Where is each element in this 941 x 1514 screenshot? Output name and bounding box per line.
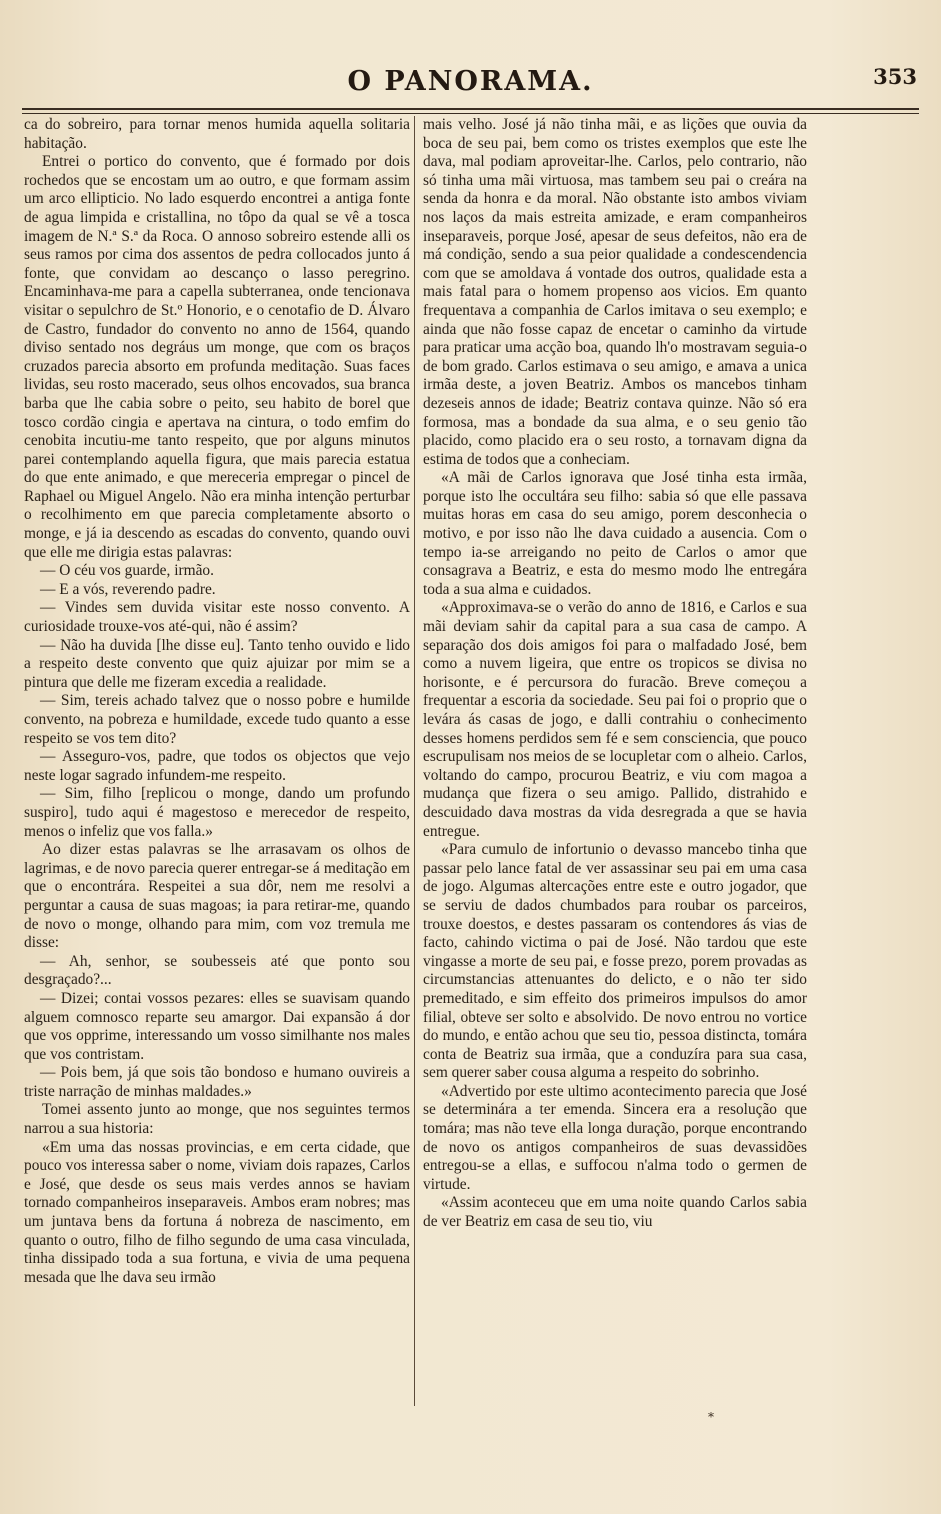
paragraph: «Assim aconteceu que em uma noite quando Carlos sabia de ver Beatriz em casa de seu tio, viu xyxy=(423,1194,807,1231)
paragraph: Tomei assento junto ao monge, que nos seguintes termos narrou a sua historia: xyxy=(24,1101,410,1138)
paragraph: «Para cumulo de infortunio o devasso mancebo tinha que passar pelo lance fatal de ver assassinar seu pai em uma casa de jogo. Algumas altercações entre este e outro jogador, que se serviu de dados chumbados para roubar os parceiros, trouxe doestos, e destes passaram os contendores ás vias de facto, cahindo victima o pai de José. Não tardou que este vingasse a morte de seu pai, e fosse prezo, porem provadas as circumstancias attenuantes do delicto, e o não ter sido premeditado, e sim effeito dos primeiros impulsos do amor filial, obteve ser solto e absolvido. De novo entrou no vortice do mundo, e então achou que seu tio, pessoa distincta, tomára conta de Beatriz sua irmãa, que a conduzíra para sua casa, sem querer saber cousa alguma a respeito do sobrinho. xyxy=(423,841,807,1082)
paragraph: «A mãi de Carlos ignorava que José tinha esta irmãa, porque isto lhe occultára seu filho: sabia só que elle passava muitas horas em casa do seu amigo, porem desconhecia o motivo, e por isso não lhe dava cuidado a ausencia. Com o tempo ia-se arreigando no peito de Carlos o amor que consagrava a Beatriz, e esta do mesmo modo lhe entregára toda a sua alma e cuidados. xyxy=(423,469,807,598)
paragraph: Entrei o portico do convento, que é formado por dois rochedos que se encostam um ao outro, e que formam assim um arco ellipticio. No lado esquerdo encontrei a antiga fonte de agua limpida e cristallina, no tôpo da qual se vê a tosca imagem de N.ª S.ª da Roca. O annoso sobreiro estende alli os seus ramos por cima dos assentos de pedra collocados junto á fonte, que convidam ao descanço o lasso peregrino. Encaminhava-me para a capella subterranea, onde tencionava visitar o sepulchro de St.º Honorio, e o cenotafio de D. Álvaro de Castro, fundador do convento no anno de 1564, quando diviso sentado nos degráus um monge, que com os braços cruzados parecia absorto em profunda meditação. Suas faces lividas, seu rosto macerado, seus olhos encovados, sua branca barba que lhe cabia sobre o peito, seu habito de borel que tosco cordão cingia e apertava na cintura, o todo emfim do cenobita incutiu-me tanto respeito, que por alguns minutos parei contemplando aquella figura, que mais parecia estatua do que ente animado, e que mereceria empregar o pincel de Raphael ou Miguel Angelo. Não era minha intenção perturbar o recolhimento em que parecia completamente absorto o monge, e já ia descendo as escadas do convento, quando ouvi que elle me dirigia estas palavras: xyxy=(24,153,410,561)
dialogue-line: — Não ha duvida [lhe disse eu]. Tanto tenho ouvido e lido a respeito deste convento que quiz ajuizar por mim se a pintura que delle me fizeram excedia a realidade. xyxy=(24,636,410,691)
paragraph: Ao dizer estas palavras se lhe arrasavam os olhos de lagrimas, e de novo parecia querer entregar-se á meditação em que o encontrára. Respeitei a sua dôr, nem me resolvi a perguntar a causa de suas magoas; ia para retirar-me, quando de novo o monge, olhando para mim, com voz tremula me disse: xyxy=(24,841,410,952)
paragraph: «Approximava-se o verão do anno de 1816, e Carlos e sua mãi deviam sahir da capital para a sua casa de campo. A separação dos dois amigos foi para o malfadado José, bem como a nuvem ligeira, que entre os tropicos se divisa no horisonte, e é percursora do furacão. Breve começou a frequentar a escoria da sociedade. Seu pai foi o proprio que o levára ás casas de jogo, e dalli contrahiu o conhecimento desses homens perdidos sem fé e sem consciencia, que pouco escrupulisam nos meios de se locupletar com o alheio. Carlos, voltando do campo, procurou Beatriz, e viu com magoa a mudança que fizera o seu amigo. Pallido, distrahido e descuidado dava mostras da vida desregrada a que se havia entregue. xyxy=(423,599,807,840)
dialogue-line: — O céu vos guarde, irmão. xyxy=(40,562,214,580)
paragraph: mais velho. José já não tinha mãi, e as lições que ouvia da boca de seu pai, bem como os tristes exemplos que este lhe dava, mal podiam aproveitar-lhe. Carlos, pelo contrario, não só tinha uma mãi virtuosa, mas tambem seu pai o creára na senda da honra e da moral. Não obstante isto ambos viviam nos laços da mais estreita amizade, e eram companheiros inseparaveis, porque José, apesar de seus defeitos, não era de má condição, sendo a sua peior qualidade a condescendencia com que se amoldava á vontade dos outros, qualidade esta a mais fatal para o homem propenso aos vicios. Em quanto frequentava a companhia de Carlos imitava o seu exemplo; e ainda que não fosse capaz de encetar o caminho da virtude para praticar uma acção boa, quando lh'o mostravam seguia-o de bom grado. Carlos estimava o seu amigo, e amava a unica irmãa deste, a joven Beatriz. Ambos os mancebos tinham dezeseis annos de idade; Beatriz contava quinze. Não só era formosa, mas a bondade da sua alma, e o seu genio tão placido, como placido era o seu rosto, a tornavam digna da estima de todos que a conheciam. xyxy=(423,116,807,468)
dialogue-line: — Dizei; contai vossos pezares: elles se suavisam quando alguem comnosco reparte seu amargor. Dai expansão á dor que vos opprime, interessando um vosso similhante nos males que vos contristam. xyxy=(24,989,410,1063)
paragraph: «Em uma das nossas provincias, e em certa cidade, que pouco vos interessa saber o nome, viviam dois rapazes, Carlos e José, que desde os seus mais verdes annos se haviam tornado companheiros inseparaveis. Ambos eram nobres; mas um juntava bens da fortuna á nobreza de nascimento, em quanto o outro, filho de filho segundo de uma casa vinculada, tinha dissipado toda a sua fortuna, e vivia de uma pequena mesada que lhe dava seu irmão xyxy=(24,1138,410,1286)
page-number: 353 xyxy=(873,64,917,89)
paragraph: «Advertido por este ultimo acontecimento parecia que José se determinára a ter emenda. Sincera era a resolução que tomára; mas não teve ella longa duração, porque encontrando de novo os antigos companheiros de suas devassidões entregou-se a ellas, e suffocou n'alma todo o germen de virtude. xyxy=(423,1082,807,1193)
dialogue-line: — E a vós, reverendo padre. xyxy=(40,580,216,598)
paragraph: ca do sobreiro, para tornar menos humida aquella solitaria habitação. xyxy=(24,116,410,152)
dialogue-line: — Pois bem, já que sois tão bondoso e humano ouvireis a triste narração de minhas maldades.» xyxy=(24,1064,410,1100)
left-column xyxy=(24,116,410,1287)
page-header xyxy=(22,58,919,108)
column-divider xyxy=(414,116,415,1406)
right-column xyxy=(423,116,807,1232)
dialogue-line: — Vindes sem duvida visitar este nosso convento. A curiosidade trouxe-vos até-qui, não é assim? xyxy=(24,599,410,636)
dialogue-line: — Ah, senhor, se soubesseis até que ponto sou desgraçado?... xyxy=(24,952,410,989)
publication-title: O PANORAMA. xyxy=(347,66,594,97)
dialogue-line: — Sim, tereis achado talvez que o nosso pobre e humilde convento, na pobreza e humildade, excede tudo quanto a esse respeito se vos tem dito? xyxy=(24,692,410,747)
dialogue-line: — Asseguro-vos, padre, que todos os objectos que vejo neste logar sagrado infundem-me respeito. xyxy=(24,748,410,784)
footer-mark: * xyxy=(708,1410,714,1424)
dialogue-line: — Sim, filho [replicou o monge, dando um profundo suspiro], tudo aqui é magestoso e merecedor de respeito, menos o infeliz que vos falla.» xyxy=(24,785,410,840)
header-rule xyxy=(22,108,919,114)
